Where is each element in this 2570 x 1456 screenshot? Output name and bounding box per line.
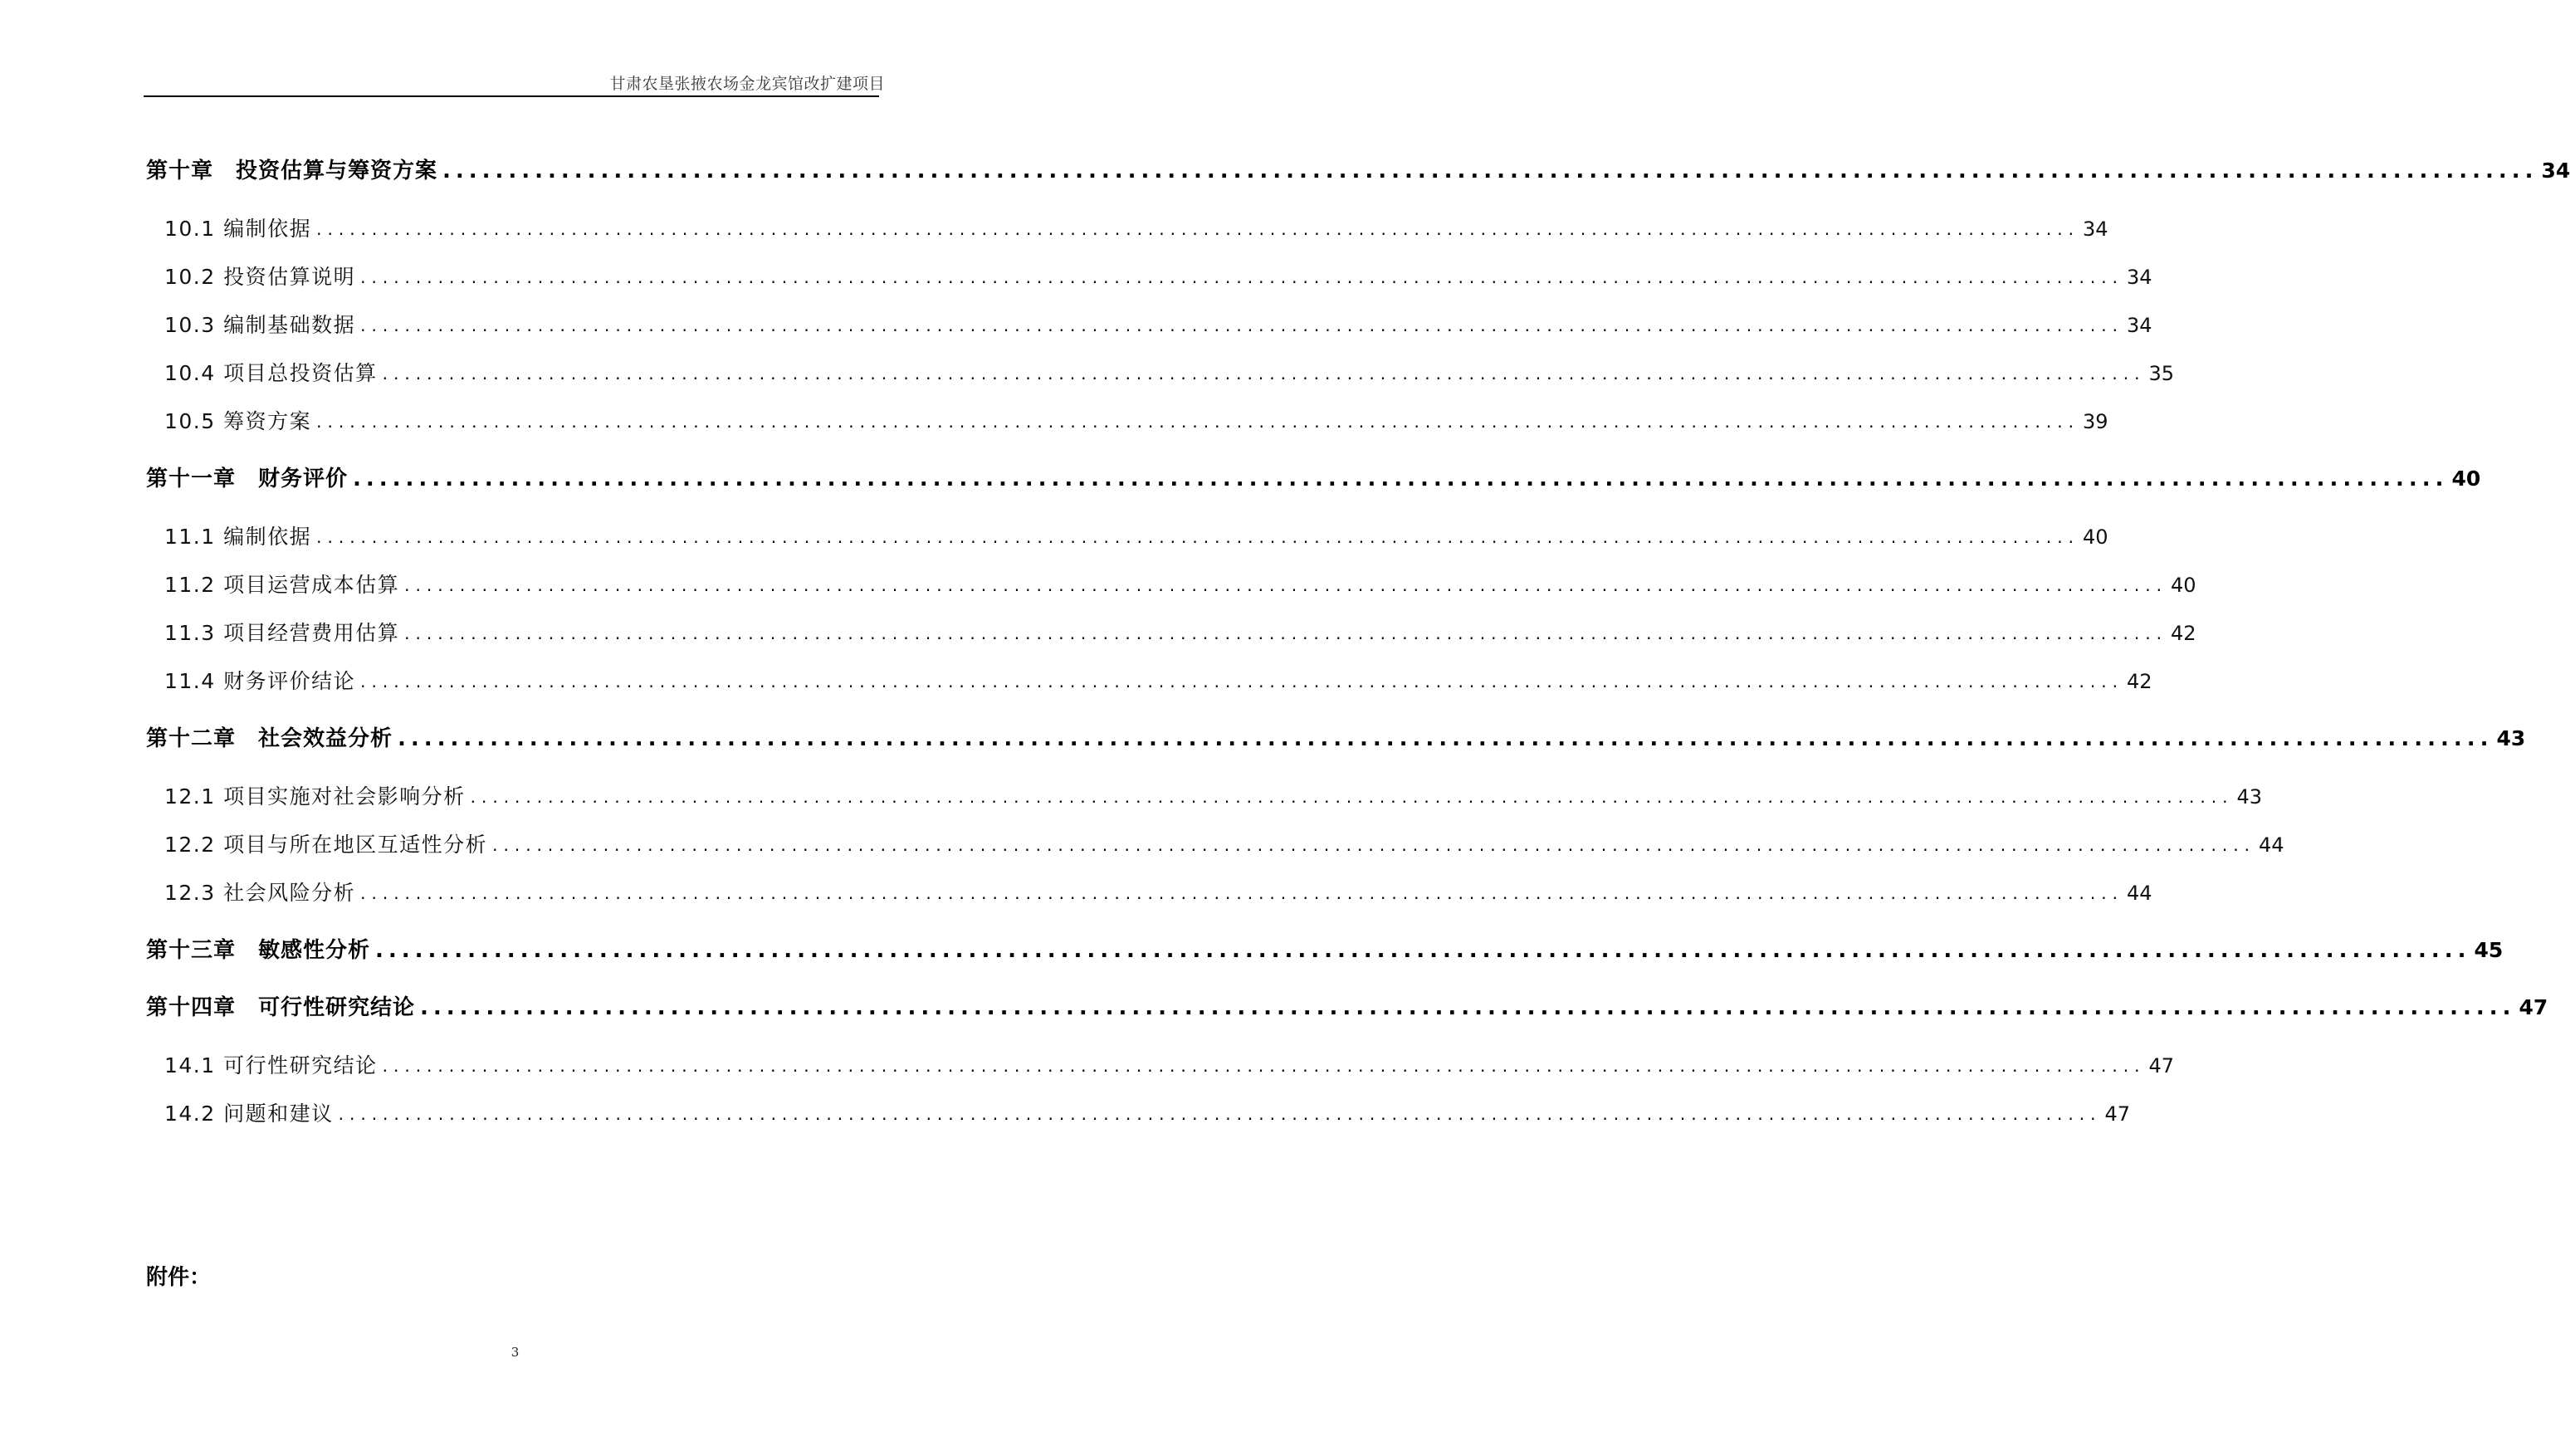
toc-page-number: 35 [2148, 362, 2175, 385]
toc-dot-leader: ............................................................................................................................................................... [360, 267, 2123, 287]
toc-entry-label: 第十二章 社会效益分析 [146, 726, 393, 751]
toc-dot-leader: ............................................................................................................................................................... [382, 1056, 2146, 1076]
toc-entry-label: 第十一章 财务评价 [146, 467, 349, 491]
toc-chapter-13[interactable] [146, 934, 2504, 967]
toc-page-number: 40 [2082, 525, 2108, 549]
toc-entry-label: 12.1 项目实施对社会影响分析 [164, 784, 466, 809]
toc-entry-label: 11.4 财务评价结论 [164, 669, 356, 693]
toc-page-number: 42 [2170, 622, 2196, 645]
page-number: 3 [511, 1345, 520, 1360]
running-header-title: 甘肃农垦张掖农场金龙宾馆改扩建项目 [609, 75, 885, 93]
toc-section-10-1[interactable] [146, 213, 2108, 246]
toc-dot-leader: ............................................................................................................................................................... [360, 315, 2123, 335]
toc-section-11-3[interactable] [146, 617, 2196, 650]
toc-dot-leader: ............................................................................................................................................................... [316, 412, 2079, 432]
toc-page-number: 40 [2451, 467, 2481, 491]
toc-section-12-3[interactable] [146, 877, 2152, 910]
toc-chapter-14[interactable] [146, 991, 2548, 1024]
toc-entry-label: 10.4 项目总投资估算 [164, 361, 378, 385]
toc-entry-label: 10.3 编制基础数据 [164, 313, 356, 337]
toc-section-11-1[interactable] [146, 520, 2108, 554]
toc-page-number: 44 [2258, 833, 2284, 857]
toc-page-number: 43 [2236, 785, 2263, 809]
toc-page-number: 34 [2126, 314, 2152, 337]
toc-entry-label: 14.1 可行性研究结论 [164, 1053, 378, 1077]
toc-page-number: 39 [2082, 410, 2108, 433]
toc-dot-leader: ............................................................................................................................................................... [398, 726, 2494, 751]
toc-entry-label: 第十四章 可行性研究结论 [146, 995, 416, 1020]
toc-page-number: 47 [2519, 995, 2548, 1019]
toc-dot-leader: ............................................................................................................................................................... [316, 527, 2079, 547]
toc-entry-label: 11.2 项目运营成本估算 [164, 573, 400, 597]
toc-dot-leader: ............................................................................................................................................................... [420, 995, 2516, 1020]
toc-dot-leader: ............................................................................................................................................................... [442, 159, 2538, 183]
toc-entry-label: 10.2 投资估算说明 [164, 265, 356, 289]
toc-page-number: 34 [2541, 159, 2570, 183]
toc-page-number: 45 [2474, 938, 2504, 962]
header-divider [144, 95, 879, 97]
toc-page-number: 47 [2104, 1102, 2131, 1126]
toc-section-14-2[interactable] [146, 1097, 2131, 1131]
toc-dot-leader: ............................................................................................................................................................... [404, 623, 2167, 643]
toc-entry-label: 12.3 社会风险分析 [164, 881, 356, 905]
toc-page-number: 34 [2126, 266, 2152, 289]
toc-section-11-4[interactable] [146, 665, 2152, 698]
attachment-heading: 附件： [146, 1265, 212, 1290]
toc-dot-leader: ............................................................................................................................................................... [360, 883, 2123, 903]
toc-entry-label: 14.2 问题和建议 [164, 1102, 334, 1126]
toc-section-10-5[interactable] [146, 405, 2108, 438]
toc-section-10-4[interactable] [146, 357, 2175, 390]
toc-section-12-1[interactable] [146, 780, 2263, 814]
toc-entry-label: 11.3 项目经营费用估算 [164, 621, 400, 645]
toc-dot-leader: ............................................................................................................................................................... [382, 364, 2146, 384]
toc-chapter-12[interactable] [146, 722, 2526, 755]
toc-dot-leader: ............................................................................................................................................................... [353, 467, 2449, 491]
toc-section-11-2[interactable] [146, 569, 2196, 602]
toc-chapter-10[interactable] [146, 154, 2570, 188]
toc-dot-leader: ............................................................................................................................................................... [360, 672, 2123, 691]
toc-entry-label: 10.5 筹资方案 [164, 409, 312, 433]
toc-page-number: 47 [2148, 1054, 2175, 1077]
toc-entry-label: 第十章 投资估算与筹资方案 [146, 159, 438, 183]
toc-dot-leader: ............................................................................................................................................................... [375, 938, 2471, 963]
toc-chapter-11[interactable] [146, 462, 2481, 496]
toc-entry-label: 12.2 项目与所在地区互适性分析 [164, 833, 488, 857]
toc-section-10-3[interactable] [146, 309, 2152, 342]
toc-entry-label: 11.1 编制依据 [164, 525, 312, 549]
toc-page-number: 40 [2170, 574, 2196, 597]
toc-dot-leader: ............................................................................................................................................................... [470, 787, 2234, 807]
toc-page-number: 44 [2126, 882, 2152, 905]
toc-dot-leader: ............................................................................................................................................................... [404, 575, 2167, 595]
toc-entry-label: 10.1 编制依据 [164, 217, 312, 241]
toc-section-10-2[interactable] [146, 261, 2152, 294]
toc-dot-leader: ............................................................................................................................................................... [492, 835, 2255, 855]
toc-dot-leader: ............................................................................................................................................................... [338, 1104, 2102, 1124]
toc-section-14-1[interactable] [146, 1049, 2175, 1082]
toc-section-12-2[interactable] [146, 828, 2284, 862]
toc-entry-label: 第十三章 敏感性分析 [146, 938, 371, 963]
toc-page-number: 34 [2082, 217, 2108, 241]
toc-page-number: 43 [2496, 726, 2526, 750]
toc-dot-leader: ............................................................................................................................................................... [316, 219, 2079, 239]
toc-page-number: 42 [2126, 670, 2152, 693]
